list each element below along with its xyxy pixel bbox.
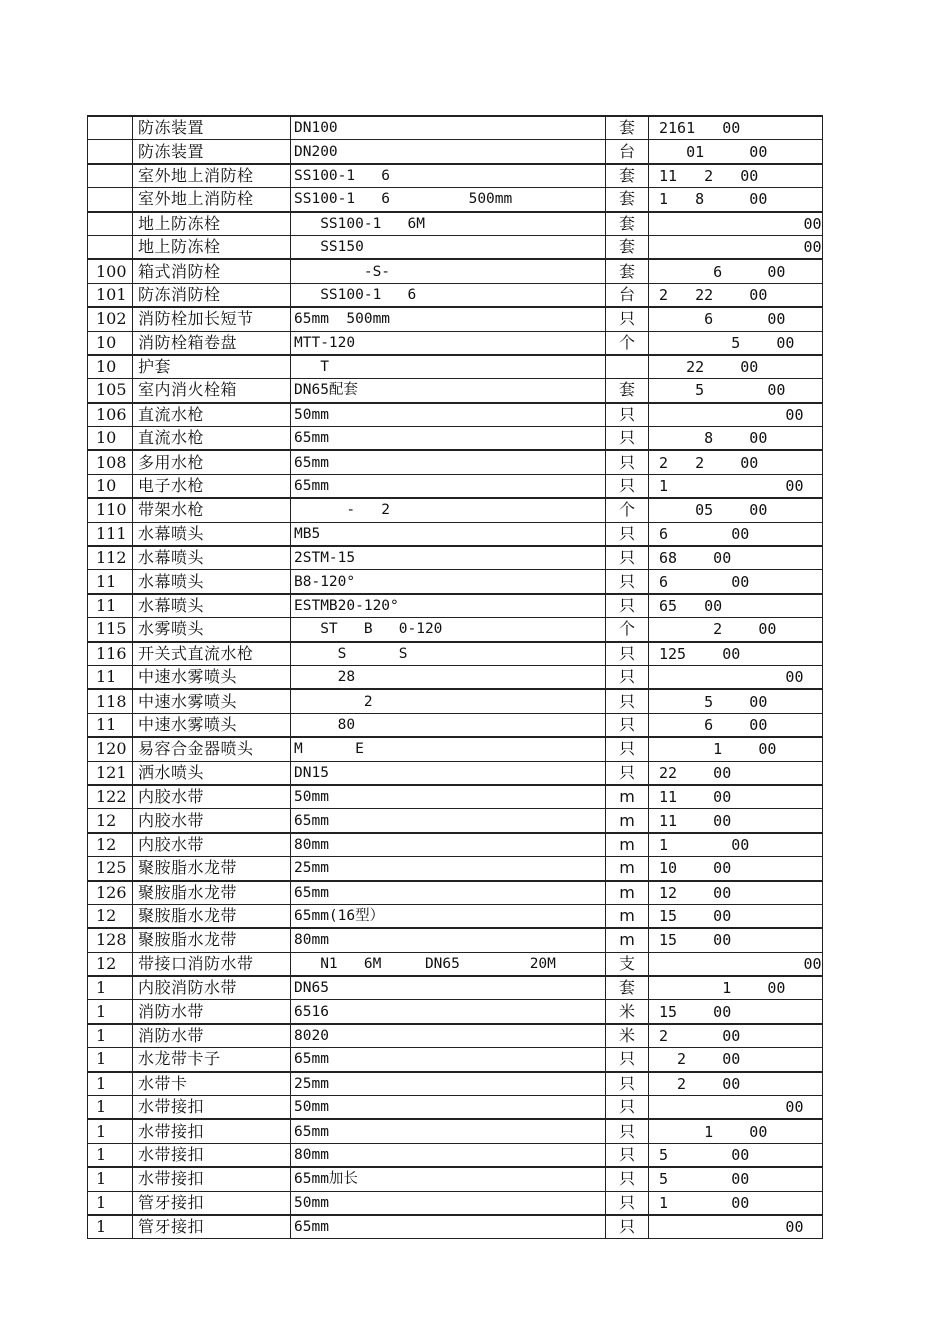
item-unit[interactable]: 只 <box>606 689 649 713</box>
item-unit[interactable]: 米 <box>606 1000 649 1024</box>
row-number[interactable]: 12 <box>88 904 133 928</box>
row-number[interactable]: 106 <box>88 403 133 427</box>
item-name[interactable]: 带接口消防水带 <box>133 952 291 976</box>
item-unit[interactable]: m <box>606 809 649 833</box>
item-spec[interactable]: 65mm <box>291 809 606 833</box>
item-unit[interactable]: 个 <box>606 498 649 522</box>
item-spec[interactable]: 50mm <box>291 785 606 809</box>
table-row <box>88 1215 823 1239</box>
table-row <box>88 1167 823 1191</box>
row-number[interactable] <box>88 188 133 212</box>
item-spec[interactable]: DN65 <box>291 976 606 1000</box>
item-quantity[interactable]: 15 00 <box>649 928 823 952</box>
table-row <box>88 857 823 881</box>
row-number[interactable]: 108 <box>88 450 133 474</box>
row-number[interactable] <box>88 235 133 259</box>
row-number[interactable] <box>88 140 133 164</box>
item-unit[interactable]: 台 <box>606 283 649 307</box>
item-quantity[interactable]: 125 00 <box>649 642 823 666</box>
item-spec[interactable]: 65mm <box>291 1048 606 1072</box>
table-row <box>88 1191 823 1215</box>
item-name[interactable]: 内胶消防水带 <box>133 976 291 1000</box>
item-spec[interactable]: 65mm <box>291 1119 606 1143</box>
row-number[interactable]: 1 <box>88 1048 133 1072</box>
item-spec[interactable]: 65mm 500mm <box>291 307 606 331</box>
item-name[interactable]: 易容合金器喷头 <box>133 737 291 761</box>
item-unit[interactable]: 只 <box>606 594 649 618</box>
item-name[interactable]: 聚胺脂水龙带 <box>133 857 291 881</box>
item-quantity[interactable]: 1 00 <box>649 1119 823 1143</box>
item-spec[interactable]: 2 <box>291 689 606 713</box>
table-row <box>88 164 823 188</box>
table-row <box>88 761 823 785</box>
item-spec[interactable]: 65mm <box>291 881 606 905</box>
table-row <box>88 1000 823 1024</box>
item-quantity[interactable]: 6 00 <box>649 307 823 331</box>
item-spec[interactable]: 2STM-15 <box>291 546 606 570</box>
item-unit[interactable]: 套 <box>606 212 649 236</box>
item-quantity[interactable]: 5 00 <box>649 379 823 403</box>
item-name[interactable]: 管牙接扣 <box>133 1215 291 1239</box>
item-unit[interactable]: 只 <box>606 427 649 451</box>
item-quantity[interactable]: 6 00 <box>649 713 823 737</box>
row-number[interactable] <box>88 212 133 236</box>
item-quantity[interactable]: 65 00 <box>649 594 823 618</box>
table-row <box>88 928 823 952</box>
item-unit[interactable]: 只 <box>606 474 649 498</box>
row-number[interactable]: 12 <box>88 952 133 976</box>
row-number[interactable]: 126 <box>88 881 133 905</box>
row-number[interactable]: 1 <box>88 1000 133 1024</box>
item-name[interactable]: 水幕喷头 <box>133 594 291 618</box>
item-name[interactable]: 箱式消防栓 <box>133 259 291 283</box>
table-row <box>88 212 823 236</box>
item-quantity[interactable]: 00 <box>649 952 823 976</box>
row-number[interactable]: 1 <box>88 1143 133 1167</box>
table-row <box>88 881 823 905</box>
item-quantity[interactable]: 5 00 <box>649 1143 823 1167</box>
item-unit[interactable]: m <box>606 928 649 952</box>
item-quantity[interactable]: 6 00 <box>649 522 823 546</box>
item-spec[interactable]: 6516 <box>291 1000 606 1024</box>
table-row <box>88 259 823 283</box>
table-row <box>88 116 823 140</box>
row-number[interactable]: 110 <box>88 498 133 522</box>
item-spec[interactable]: 50mm <box>291 1096 606 1120</box>
item-spec[interactable]: M E <box>291 737 606 761</box>
item-unit[interactable]: m <box>606 904 649 928</box>
item-spec[interactable]: DN200 <box>291 140 606 164</box>
item-spec[interactable]: 65mm(16型） <box>291 904 606 928</box>
item-unit[interactable]: 只 <box>606 522 649 546</box>
item-quantity[interactable]: 2 2 00 <box>649 450 823 474</box>
row-number[interactable]: 122 <box>88 785 133 809</box>
row-number[interactable]: 10 <box>88 427 133 451</box>
item-quantity[interactable]: 6 00 <box>649 570 823 594</box>
row-number[interactable]: 10 <box>88 355 133 379</box>
item-name[interactable]: 带架水枪 <box>133 498 291 522</box>
item-quantity[interactable]: 1 00 <box>649 1191 823 1215</box>
item-quantity[interactable]: 22 00 <box>649 761 823 785</box>
item-spec[interactable]: SS100-1 6 <box>291 283 606 307</box>
item-quantity[interactable]: 1 8 00 <box>649 188 823 212</box>
item-unit[interactable]: 只 <box>606 1048 649 1072</box>
item-quantity[interactable]: 8 00 <box>649 427 823 451</box>
row-number[interactable]: 12 <box>88 809 133 833</box>
item-name[interactable]: 水雾喷头 <box>133 618 291 642</box>
item-unit[interactable]: 套 <box>606 188 649 212</box>
item-name[interactable]: 聚胺脂水龙带 <box>133 928 291 952</box>
item-spec[interactable]: 65mm <box>291 474 606 498</box>
item-spec[interactable]: T <box>291 355 606 379</box>
item-quantity[interactable]: 01 00 <box>649 140 823 164</box>
table-row <box>88 1143 823 1167</box>
item-unit[interactable]: 只 <box>606 307 649 331</box>
item-unit[interactable]: 台 <box>606 140 649 164</box>
item-quantity[interactable]: 2 00 <box>649 618 823 642</box>
item-spec[interactable]: 8020 <box>291 1024 606 1048</box>
table-row <box>88 809 823 833</box>
item-unit[interactable]: 只 <box>606 1072 649 1096</box>
item-name[interactable]: 地上防冻栓 <box>133 212 291 236</box>
item-name[interactable]: 水幕喷头 <box>133 546 291 570</box>
table-row <box>88 307 823 331</box>
item-unit[interactable]: 个 <box>606 618 649 642</box>
table-row <box>88 1096 823 1120</box>
item-spec[interactable]: ESTMB20-120° <box>291 594 606 618</box>
item-name[interactable]: 地上防冻栓 <box>133 235 291 259</box>
item-quantity[interactable]: 5 00 <box>649 689 823 713</box>
item-unit[interactable]: 只 <box>606 570 649 594</box>
item-spec[interactable]: 65mm <box>291 427 606 451</box>
row-number[interactable]: 120 <box>88 737 133 761</box>
item-unit[interactable]: 支 <box>606 952 649 976</box>
item-unit[interactable]: 套 <box>606 164 649 188</box>
item-unit[interactable] <box>606 355 649 379</box>
item-unit[interactable]: 只 <box>606 1191 649 1215</box>
table-row <box>88 498 823 522</box>
table-row <box>88 642 823 666</box>
item-spec[interactable]: SS150 <box>291 235 606 259</box>
table-row <box>88 331 823 355</box>
item-unit[interactable]: 只 <box>606 546 649 570</box>
price-table <box>87 115 823 1239</box>
item-name[interactable]: 聚胺脂水龙带 <box>133 881 291 905</box>
table-row <box>88 188 823 212</box>
item-quantity[interactable]: 11 00 <box>649 809 823 833</box>
item-unit[interactable]: 套 <box>606 235 649 259</box>
item-name[interactable]: 水带接扣 <box>133 1096 291 1120</box>
item-name[interactable]: 内胶水带 <box>133 809 291 833</box>
item-name[interactable]: 防冻消防栓 <box>133 283 291 307</box>
table-row <box>88 403 823 427</box>
item-spec[interactable]: DN65配套 <box>291 379 606 403</box>
row-number[interactable]: 100 <box>88 259 133 283</box>
table-row <box>88 522 823 546</box>
item-unit[interactable]: 只 <box>606 761 649 785</box>
row-number[interactable]: 10 <box>88 474 133 498</box>
item-unit[interactable]: 只 <box>606 1167 649 1191</box>
table-row <box>88 952 823 976</box>
table-row <box>88 689 823 713</box>
item-name[interactable]: 消防水带 <box>133 1000 291 1024</box>
table-row <box>88 1048 823 1072</box>
item-quantity[interactable]: 11 2 00 <box>649 164 823 188</box>
item-quantity[interactable]: 6 00 <box>649 259 823 283</box>
item-quantity[interactable]: 22 00 <box>649 355 823 379</box>
item-name[interactable]: 水幕喷头 <box>133 522 291 546</box>
item-spec[interactable]: 25mm <box>291 1072 606 1096</box>
item-unit[interactable]: 套 <box>606 259 649 283</box>
price-table-body <box>88 116 823 1239</box>
item-spec[interactable]: DN100 <box>291 116 606 140</box>
item-spec[interactable]: 50mm <box>291 1191 606 1215</box>
item-unit[interactable]: 只 <box>606 1096 649 1120</box>
row-number[interactable]: 11 <box>88 665 133 689</box>
row-number[interactable]: 121 <box>88 761 133 785</box>
item-name[interactable]: 水龙带卡子 <box>133 1048 291 1072</box>
row-number[interactable]: 10 <box>88 331 133 355</box>
item-name[interactable]: 水带卡 <box>133 1072 291 1096</box>
row-number[interactable]: 105 <box>88 379 133 403</box>
table-row <box>88 594 823 618</box>
row-number[interactable]: 1 <box>88 1096 133 1120</box>
item-spec[interactable]: 65mm <box>291 450 606 474</box>
item-quantity[interactable]: 68 00 <box>649 546 823 570</box>
table-row <box>88 976 823 1000</box>
item-spec[interactable]: 80 <box>291 713 606 737</box>
item-unit[interactable]: 米 <box>606 1024 649 1048</box>
table-row <box>88 379 823 403</box>
item-name[interactable]: 室内消火栓箱 <box>133 379 291 403</box>
item-name[interactable]: 消防栓箱卷盘 <box>133 331 291 355</box>
item-name[interactable]: 管牙接扣 <box>133 1191 291 1215</box>
table-row <box>88 140 823 164</box>
row-number[interactable]: 116 <box>88 642 133 666</box>
item-spec[interactable]: 65mm加长 <box>291 1167 606 1191</box>
row-number[interactable]: 11 <box>88 570 133 594</box>
table-row <box>88 785 823 809</box>
item-name[interactable]: 室外地上消防栓 <box>133 164 291 188</box>
row-number[interactable]: 128 <box>88 928 133 952</box>
table-row <box>88 665 823 689</box>
table-row <box>88 474 823 498</box>
item-spec[interactable]: 80mm <box>291 833 606 857</box>
table-row <box>88 1072 823 1096</box>
item-quantity[interactable]: 15 00 <box>649 904 823 928</box>
item-name[interactable]: 防冻装置 <box>133 116 291 140</box>
row-number[interactable]: 111 <box>88 522 133 546</box>
row-number[interactable]: 1 <box>88 1119 133 1143</box>
item-quantity[interactable]: 00 <box>649 212 823 236</box>
item-unit[interactable]: 套 <box>606 976 649 1000</box>
row-number[interactable] <box>88 116 133 140</box>
item-name[interactable]: 护套 <box>133 355 291 379</box>
item-name[interactable]: 内胶水带 <box>133 785 291 809</box>
item-quantity[interactable]: 2161 00 <box>649 116 823 140</box>
item-spec[interactable]: DN15 <box>291 761 606 785</box>
item-spec[interactable]: SS100-1 6 500mm <box>291 188 606 212</box>
table-row <box>88 427 823 451</box>
item-unit[interactable]: 只 <box>606 1143 649 1167</box>
item-unit[interactable]: 只 <box>606 665 649 689</box>
item-quantity[interactable]: 00 <box>649 403 823 427</box>
item-unit[interactable]: m <box>606 857 649 881</box>
item-spec[interactable]: 28 <box>291 665 606 689</box>
row-number[interactable]: 12 <box>88 833 133 857</box>
item-quantity[interactable]: 11 00 <box>649 785 823 809</box>
item-quantity[interactable]: 1 00 <box>649 976 823 1000</box>
table-row <box>88 283 823 307</box>
row-number[interactable]: 11 <box>88 594 133 618</box>
item-name[interactable]: 中速水雾喷头 <box>133 713 291 737</box>
item-name[interactable]: 消防水带 <box>133 1024 291 1048</box>
item-quantity[interactable]: 2 00 <box>649 1072 823 1096</box>
item-spec[interactable]: - 2 <box>291 498 606 522</box>
row-number[interactable]: 112 <box>88 546 133 570</box>
table-row <box>88 450 823 474</box>
item-unit[interactable]: 只 <box>606 737 649 761</box>
item-name[interactable]: 中速水雾喷头 <box>133 689 291 713</box>
item-quantity[interactable]: 00 <box>649 1215 823 1239</box>
item-name[interactable]: 水幕喷头 <box>133 570 291 594</box>
row-number[interactable]: 11 <box>88 713 133 737</box>
item-name[interactable]: 消防栓加长短节 <box>133 307 291 331</box>
table-row <box>88 546 823 570</box>
item-unit[interactable]: 只 <box>606 713 649 737</box>
item-quantity[interactable]: 2 00 <box>649 1048 823 1072</box>
item-name[interactable]: 直流水枪 <box>133 427 291 451</box>
row-number[interactable]: 115 <box>88 618 133 642</box>
row-number[interactable]: 101 <box>88 283 133 307</box>
item-unit[interactable]: 只 <box>606 1215 649 1239</box>
item-unit[interactable]: 只 <box>606 403 649 427</box>
row-number[interactable]: 118 <box>88 689 133 713</box>
item-spec[interactable]: S S <box>291 642 606 666</box>
item-quantity[interactable]: 5 00 <box>649 331 823 355</box>
item-quantity[interactable]: 2 22 00 <box>649 283 823 307</box>
row-number[interactable]: 125 <box>88 857 133 881</box>
row-number[interactable]: 1 <box>88 1024 133 1048</box>
item-spec[interactable]: 25mm <box>291 857 606 881</box>
item-name[interactable]: 内胶水带 <box>133 833 291 857</box>
item-quantity[interactable]: 1 00 <box>649 737 823 761</box>
item-quantity[interactable]: 1 00 <box>649 474 823 498</box>
item-quantity[interactable]: 1 00 <box>649 833 823 857</box>
item-spec[interactable]: N1 6M DN65 20M <box>291 952 606 976</box>
item-quantity[interactable]: 15 00 <box>649 1000 823 1024</box>
item-spec[interactable]: 80mm <box>291 1143 606 1167</box>
table-row <box>88 833 823 857</box>
item-name[interactable]: 室外地上消防栓 <box>133 188 291 212</box>
item-unit[interactable]: m <box>606 785 649 809</box>
item-name[interactable]: 水带接扣 <box>133 1143 291 1167</box>
table-row <box>88 713 823 737</box>
item-name[interactable]: 电子水枪 <box>133 474 291 498</box>
item-spec[interactable]: 65mm <box>291 1215 606 1239</box>
item-spec[interactable]: MTT-120 <box>291 331 606 355</box>
item-spec[interactable]: ST B 0-120 <box>291 618 606 642</box>
item-spec[interactable]: SS100-1 6 <box>291 164 606 188</box>
table-row <box>88 1024 823 1048</box>
row-number[interactable]: 1 <box>88 1215 133 1239</box>
item-spec[interactable]: 80mm <box>291 928 606 952</box>
item-name[interactable]: 水带接扣 <box>133 1167 291 1191</box>
table-row <box>88 904 823 928</box>
item-quantity[interactable]: 5 00 <box>649 1167 823 1191</box>
item-name[interactable]: 直流水枪 <box>133 403 291 427</box>
item-spec[interactable]: 50mm <box>291 403 606 427</box>
item-quantity[interactable]: 00 <box>649 1096 823 1120</box>
item-spec[interactable]: -S- <box>291 259 606 283</box>
row-number[interactable]: 1 <box>88 1072 133 1096</box>
row-number[interactable]: 102 <box>88 307 133 331</box>
item-quantity[interactable]: 2 00 <box>649 1024 823 1048</box>
table-row <box>88 355 823 379</box>
item-unit[interactable]: 个 <box>606 331 649 355</box>
item-quantity[interactable]: 00 <box>649 665 823 689</box>
item-unit[interactable]: 只 <box>606 642 649 666</box>
item-unit[interactable]: 只 <box>606 1119 649 1143</box>
table-row <box>88 618 823 642</box>
item-name[interactable]: 防冻装置 <box>133 140 291 164</box>
table-row <box>88 737 823 761</box>
item-name[interactable]: 中速水雾喷头 <box>133 665 291 689</box>
item-quantity[interactable]: 10 00 <box>649 857 823 881</box>
item-name[interactable]: 聚胺脂水龙带 <box>133 904 291 928</box>
row-number[interactable]: 1 <box>88 976 133 1000</box>
table-row <box>88 235 823 259</box>
item-quantity[interactable]: 05 00 <box>649 498 823 522</box>
item-name[interactable]: 水带接扣 <box>133 1119 291 1143</box>
item-spec[interactable]: MB5 <box>291 522 606 546</box>
row-number[interactable]: 1 <box>88 1167 133 1191</box>
row-number[interactable]: 1 <box>88 1191 133 1215</box>
item-spec[interactable]: B8-120° <box>291 570 606 594</box>
row-number[interactable] <box>88 164 133 188</box>
item-unit[interactable]: m <box>606 881 649 905</box>
item-quantity[interactable]: 12 00 <box>649 881 823 905</box>
item-quantity[interactable]: 00 <box>649 235 823 259</box>
item-name[interactable]: 开关式直流水枪 <box>133 642 291 666</box>
item-name[interactable]: 洒水喷头 <box>133 761 291 785</box>
item-spec[interactable]: SS100-1 6M <box>291 212 606 236</box>
table-row <box>88 570 823 594</box>
table-row <box>88 1119 823 1143</box>
item-unit[interactable]: 只 <box>606 450 649 474</box>
item-name[interactable]: 多用水枪 <box>133 450 291 474</box>
item-unit[interactable]: 套 <box>606 379 649 403</box>
item-unit[interactable]: 套 <box>606 116 649 140</box>
item-unit[interactable]: m <box>606 833 649 857</box>
